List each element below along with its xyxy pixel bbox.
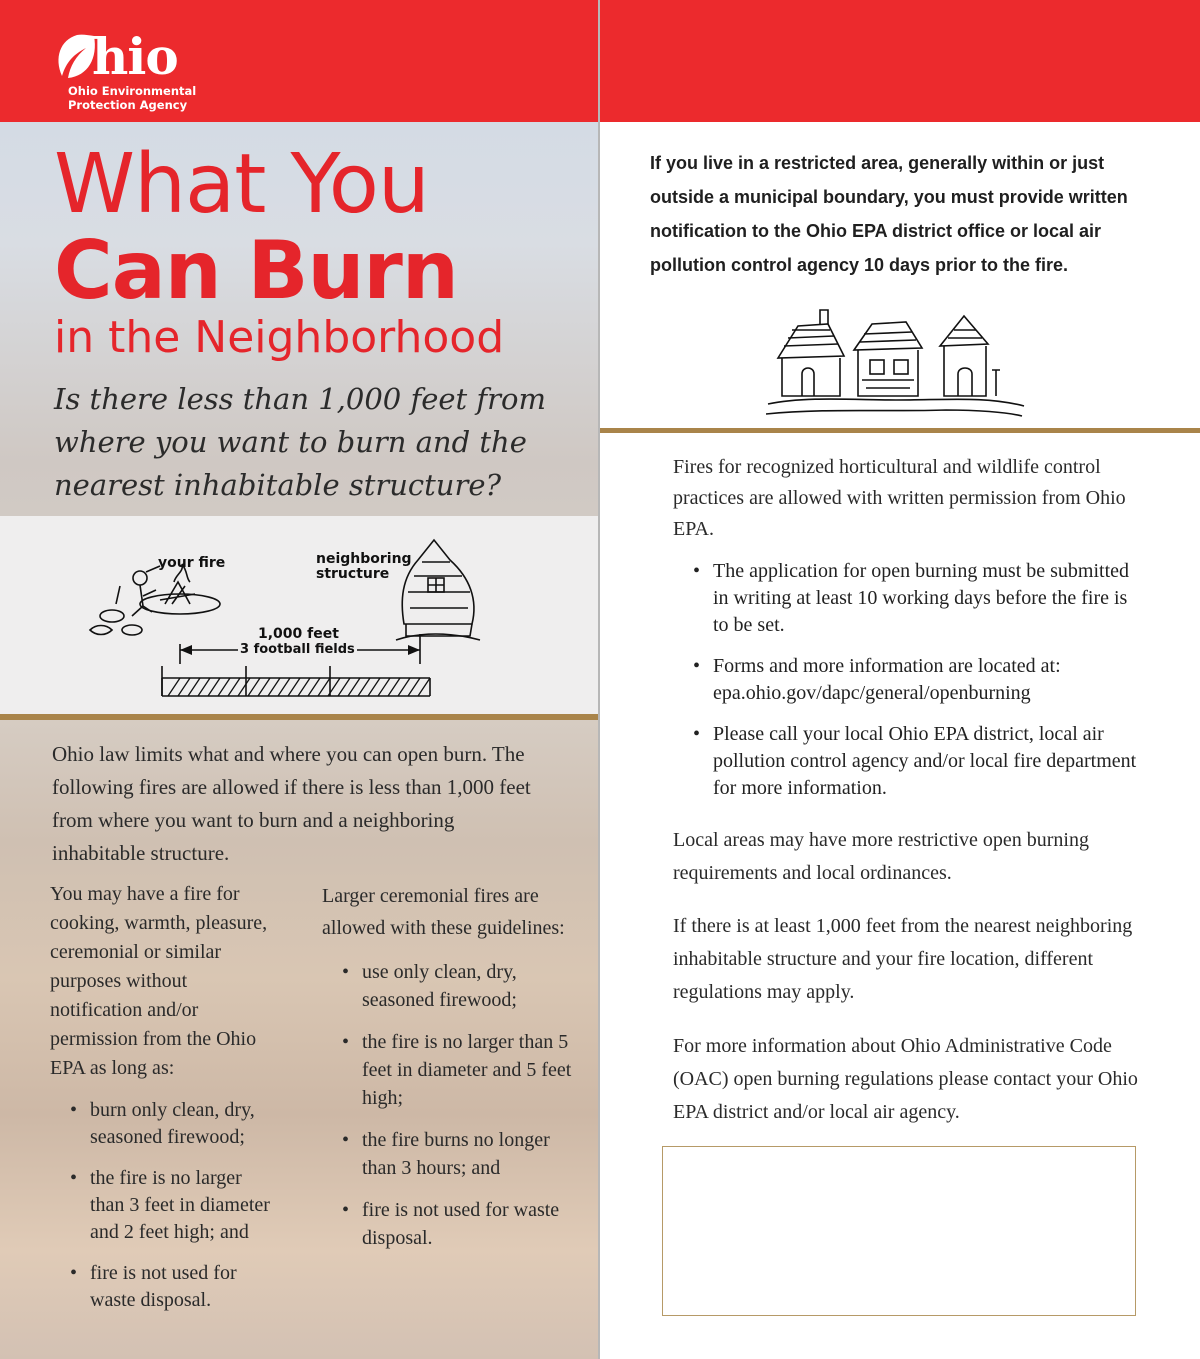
address-box	[662, 1146, 1136, 1316]
local-areas-text: Local areas may have more restrictive open burning requirements and local ordinances.	[673, 829, 1089, 884]
logo-word: hio	[92, 27, 178, 86]
restricted-area-notice: If you live in a restricted area, generally within or just outside a municipal boundary, you must provide written notification to the Ohio EPA district office or local air pollution control agency 10 days prior to the fire.	[650, 153, 1128, 275]
horticultural-lead: Fires for recognized horticultural and wildlife control practices are allowed with written permission from Ohio EPA.	[673, 456, 1126, 540]
section-divider	[0, 714, 598, 720]
section-divider	[600, 428, 1200, 433]
small-fires-column	[50, 880, 280, 1328]
list-item: • the fire burns no longer than 3 hours; and	[322, 1126, 572, 1182]
right-panel	[600, 0, 1200, 1359]
more-info-text: For more information about Ohio Administrative Code (OAC) open burning regulations please contact your Ohio EPA district and/or local air agency.	[673, 1035, 1138, 1123]
list-item: • The application for open burning must be submitted in writing at least 10 working days before the fire is to be set.	[673, 558, 1143, 639]
horticultural-list	[673, 558, 1143, 816]
football-fields-label: 3 football fields	[240, 642, 355, 657]
your-fire-label: your fire	[158, 555, 226, 571]
list-item: • Forms and more information are located at: epa.ohio.gov/dapc/general/openburning	[673, 653, 1143, 707]
far-distance-text: If there is at least 1,000 feet from the nearest neighboring inhabitable structure and your fire location, different regulations may apply.	[673, 915, 1133, 1003]
ceremonial-fires-lead: Larger ceremonial fires are allowed with these guidelines:	[322, 885, 565, 939]
small-fires-lead: You may have a fire for cooking, warmth, pleasure, ceremonial or similar purposes without notification and/or permission from the Ohio EPA as long as:	[50, 883, 268, 1079]
distance-diagram	[0, 516, 598, 714]
list-item: • use only clean, dry, seasoned firewood;	[322, 958, 572, 1014]
left-panel	[0, 0, 598, 1359]
neighboring-structure-label: neighboring structure	[316, 551, 412, 582]
list-item: • the fire is no larger than 5 feet in diameter and 5 feet high;	[322, 1028, 572, 1112]
logo-agency-name: Ohio Environmental Protection Agency	[68, 84, 197, 112]
distance-label: 1,000 feet	[258, 626, 339, 642]
page-title: What You Can Burn in the Neighborhood	[54, 137, 505, 363]
distance-question: Is there less than 1,000 feet from where you want to burn and the nearest inhabitable structure?	[54, 382, 546, 502]
fire-distance-illustration	[0, 516, 598, 714]
list-item: • Please call your local Ohio EPA district, local air pollution control agency and/or local fire department for more information.	[673, 721, 1143, 802]
ohio-epa-logo	[52, 27, 202, 114]
houses-illustration	[766, 300, 1026, 424]
list-item: • fire is not used for waste disposal.	[322, 1196, 572, 1252]
header-band	[0, 0, 598, 122]
header-band-right	[600, 0, 1200, 122]
ceremonial-fires-column	[322, 880, 572, 1266]
ceremonial-fires-list	[322, 958, 572, 1252]
intro-text: Ohio law limits what and where you can open burn. The following fires are allowed if there is less than 1,000 feet from where you want to burn and a neighboring inhabitable structure.	[52, 742, 531, 865]
list-item: • fire is not used for waste disposal.	[50, 1260, 280, 1314]
small-fires-list	[50, 1097, 280, 1314]
list-item: • the fire is no larger than 3 feet in diameter and 2 feet high; and	[50, 1165, 280, 1246]
list-item: • burn only clean, dry, seasoned firewood;	[50, 1097, 280, 1151]
